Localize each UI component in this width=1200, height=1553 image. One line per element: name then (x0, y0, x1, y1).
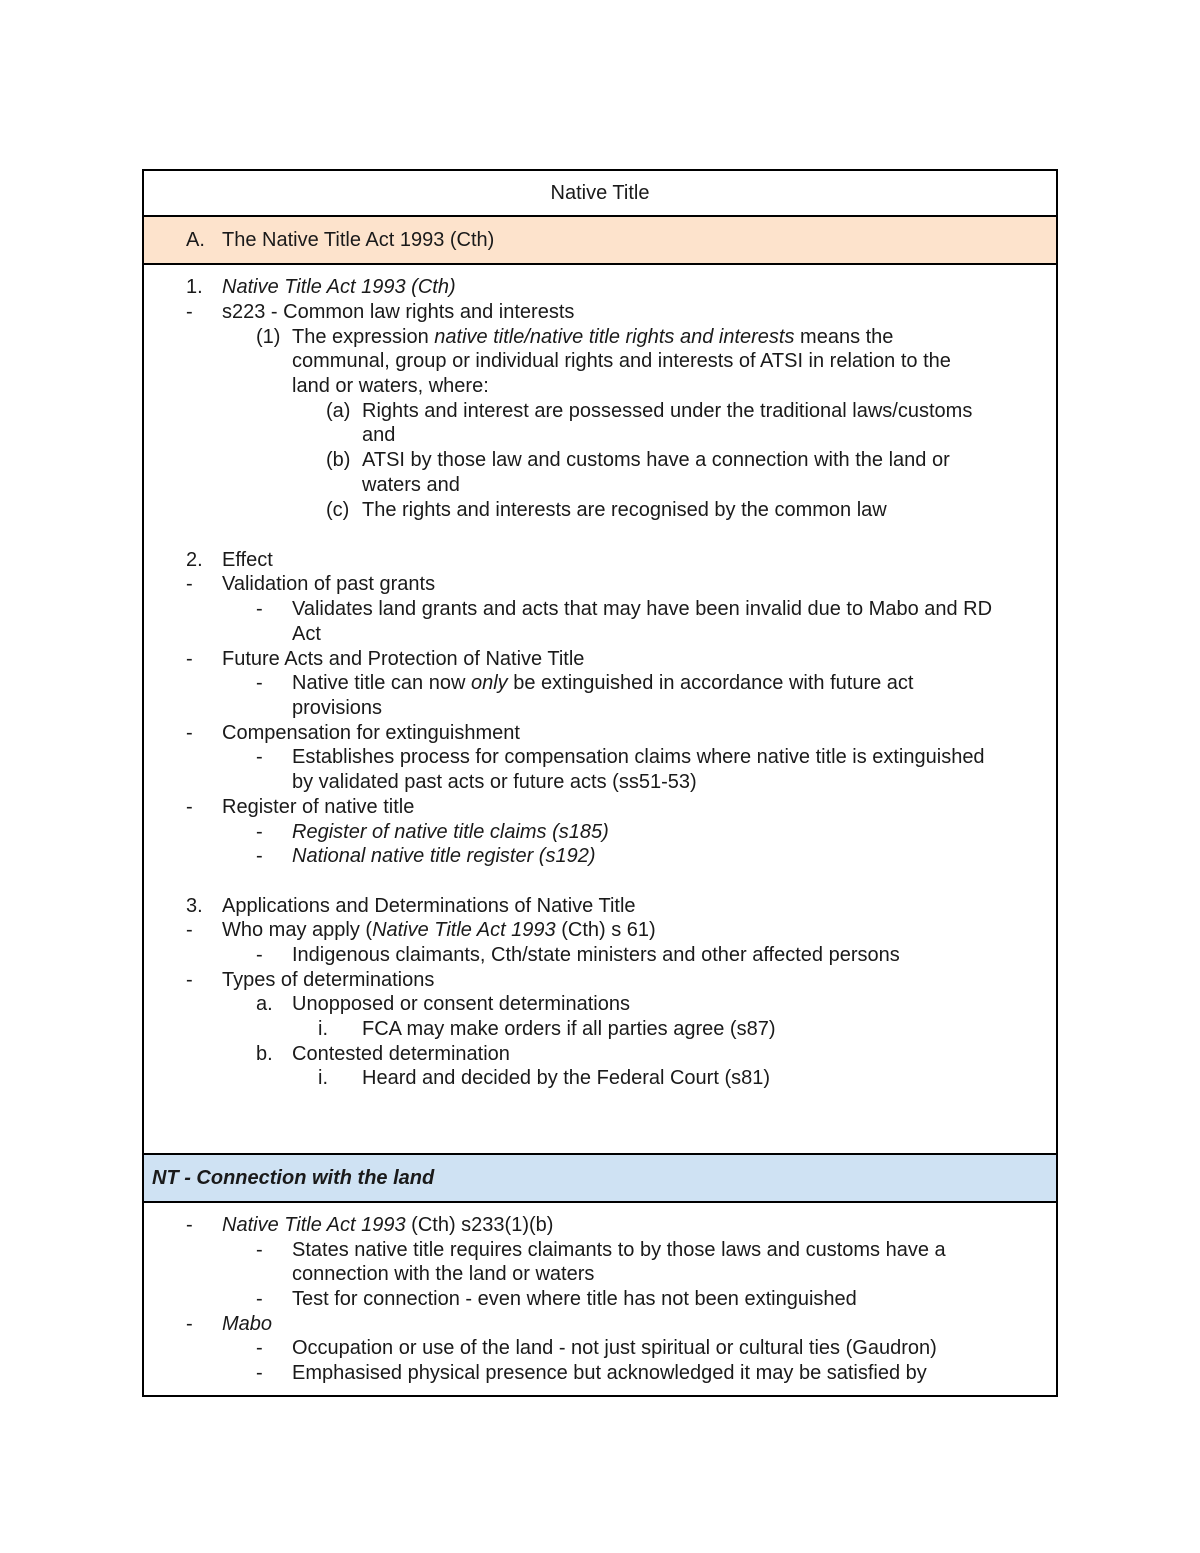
list-item: Test for connection - even where title has not been extinguished (292, 1288, 857, 1310)
list-item: The rights and interests are recognised by the common law (362, 499, 887, 521)
list-marker: - (186, 722, 193, 744)
section-a-letter: A. (186, 228, 205, 251)
list-item: Native Title Act 1993 (Cth) s233(1)(b) (222, 1214, 554, 1236)
list-item-continued: waters and (362, 474, 460, 496)
list-item: Applications and Determinations of Native Title (222, 895, 636, 917)
list-marker: - (186, 969, 193, 991)
list-marker: - (256, 672, 263, 694)
list-marker: - (256, 944, 263, 966)
list-marker: - (256, 821, 263, 843)
section-a-label: The Native Title Act 1993 (Cth) (222, 228, 495, 251)
table-title-text: Native Title (550, 181, 650, 204)
list-marker: i. (318, 1067, 328, 1089)
section-nt-label: NT - Connection with the land (152, 1166, 435, 1189)
list-marker: - (186, 796, 193, 818)
section-nt-header (144, 1155, 1056, 1203)
list-item: Native Title Act 1993 (Cth) (222, 276, 456, 298)
list-item: States native title requires claimants to by those laws and customs have a (292, 1239, 946, 1261)
list-item: Contested determination (292, 1043, 510, 1065)
list-marker: (1) (256, 326, 281, 348)
list-item-continued: communal, group or individual rights and interests of ATSI in relation to the (292, 350, 951, 372)
list-item: Effect (222, 549, 273, 571)
list-marker: - (256, 845, 263, 867)
list-item: Register of native title (222, 796, 415, 818)
list-marker: - (256, 1362, 263, 1384)
list-marker: - (256, 746, 263, 768)
list-marker: 2. (186, 549, 203, 571)
list-marker: - (186, 1214, 193, 1236)
list-item: ATSI by those law and customs have a connection with the land or (362, 449, 950, 471)
list-item: Rights and interest are possessed under the traditional laws/customs (362, 400, 973, 422)
list-item: Mabo (222, 1313, 273, 1335)
list-marker: - (186, 301, 193, 323)
list-item-continued: by validated past acts or future acts (ss51-53) (292, 771, 697, 793)
list-item: Indigenous claimants, Cth/state ministers and other affected persons (292, 944, 900, 966)
section-nt-body (144, 1203, 1056, 1395)
list-item: Who may apply (Native Title Act 1993 (Cth) s 61) (222, 919, 656, 941)
list-item: Compensation for extinguishment (222, 722, 520, 744)
list-marker: 3. (186, 895, 203, 917)
list-marker: - (186, 1313, 193, 1335)
list-item: National native title register (s192) (292, 845, 596, 867)
list-item: Emphasised physical presence but acknowledged it may be satisfied by (292, 1362, 927, 1384)
list-marker: - (186, 573, 193, 595)
list-item-continued: provisions (292, 697, 383, 719)
list-item: Heard and decided by the Federal Court (s81) (362, 1067, 771, 1089)
list-item: Native title can now only be extinguished in accordance with future act (292, 672, 914, 694)
list-item-continued: connection with the land or waters (292, 1263, 595, 1285)
list-item: Types of determinations (222, 969, 435, 991)
list-item: Register of native title claims (s185) (292, 821, 609, 843)
list-item: The expression native title/native title rights and interests means the (292, 326, 894, 348)
section-a-body (144, 265, 1056, 1155)
list-marker: (a) (326, 400, 351, 422)
list-marker: - (186, 648, 193, 670)
list-marker: 1. (186, 276, 203, 298)
list-item: Establishes process for compensation claims where native title is extinguished (292, 746, 985, 768)
table-title (144, 171, 1056, 217)
list-marker: (c) (326, 499, 350, 521)
list-item: Unopposed or consent determinations (292, 993, 630, 1015)
list-item: Occupation or use of the land - not just spiritual or cultural ties (Gaudron) (292, 1337, 937, 1359)
list-item: Future Acts and Protection of Native Title (222, 648, 585, 670)
list-marker: - (256, 1239, 263, 1261)
list-item-continued: and (362, 424, 396, 446)
list-item: s223 - Common law rights and interests (222, 301, 575, 323)
notes-table (142, 169, 1058, 1397)
list-item-continued: Act (292, 623, 321, 645)
list-marker: (b) (326, 449, 351, 471)
list-marker: i. (318, 1018, 328, 1040)
list-item-continued: land or waters, where: (292, 375, 489, 397)
list-marker: - (256, 1337, 263, 1359)
list-marker: - (256, 1288, 263, 1310)
list-item: Validation of past grants (222, 573, 436, 595)
list-marker: a. (256, 993, 273, 1015)
list-marker: b. (256, 1043, 273, 1065)
list-item: FCA may make orders if all parties agree (s87) (362, 1018, 776, 1040)
list-marker: - (256, 598, 263, 620)
section-a-header (144, 217, 1056, 265)
list-marker: - (186, 919, 193, 941)
list-item: Validates land grants and acts that may have been invalid due to Mabo and RD (292, 598, 993, 620)
